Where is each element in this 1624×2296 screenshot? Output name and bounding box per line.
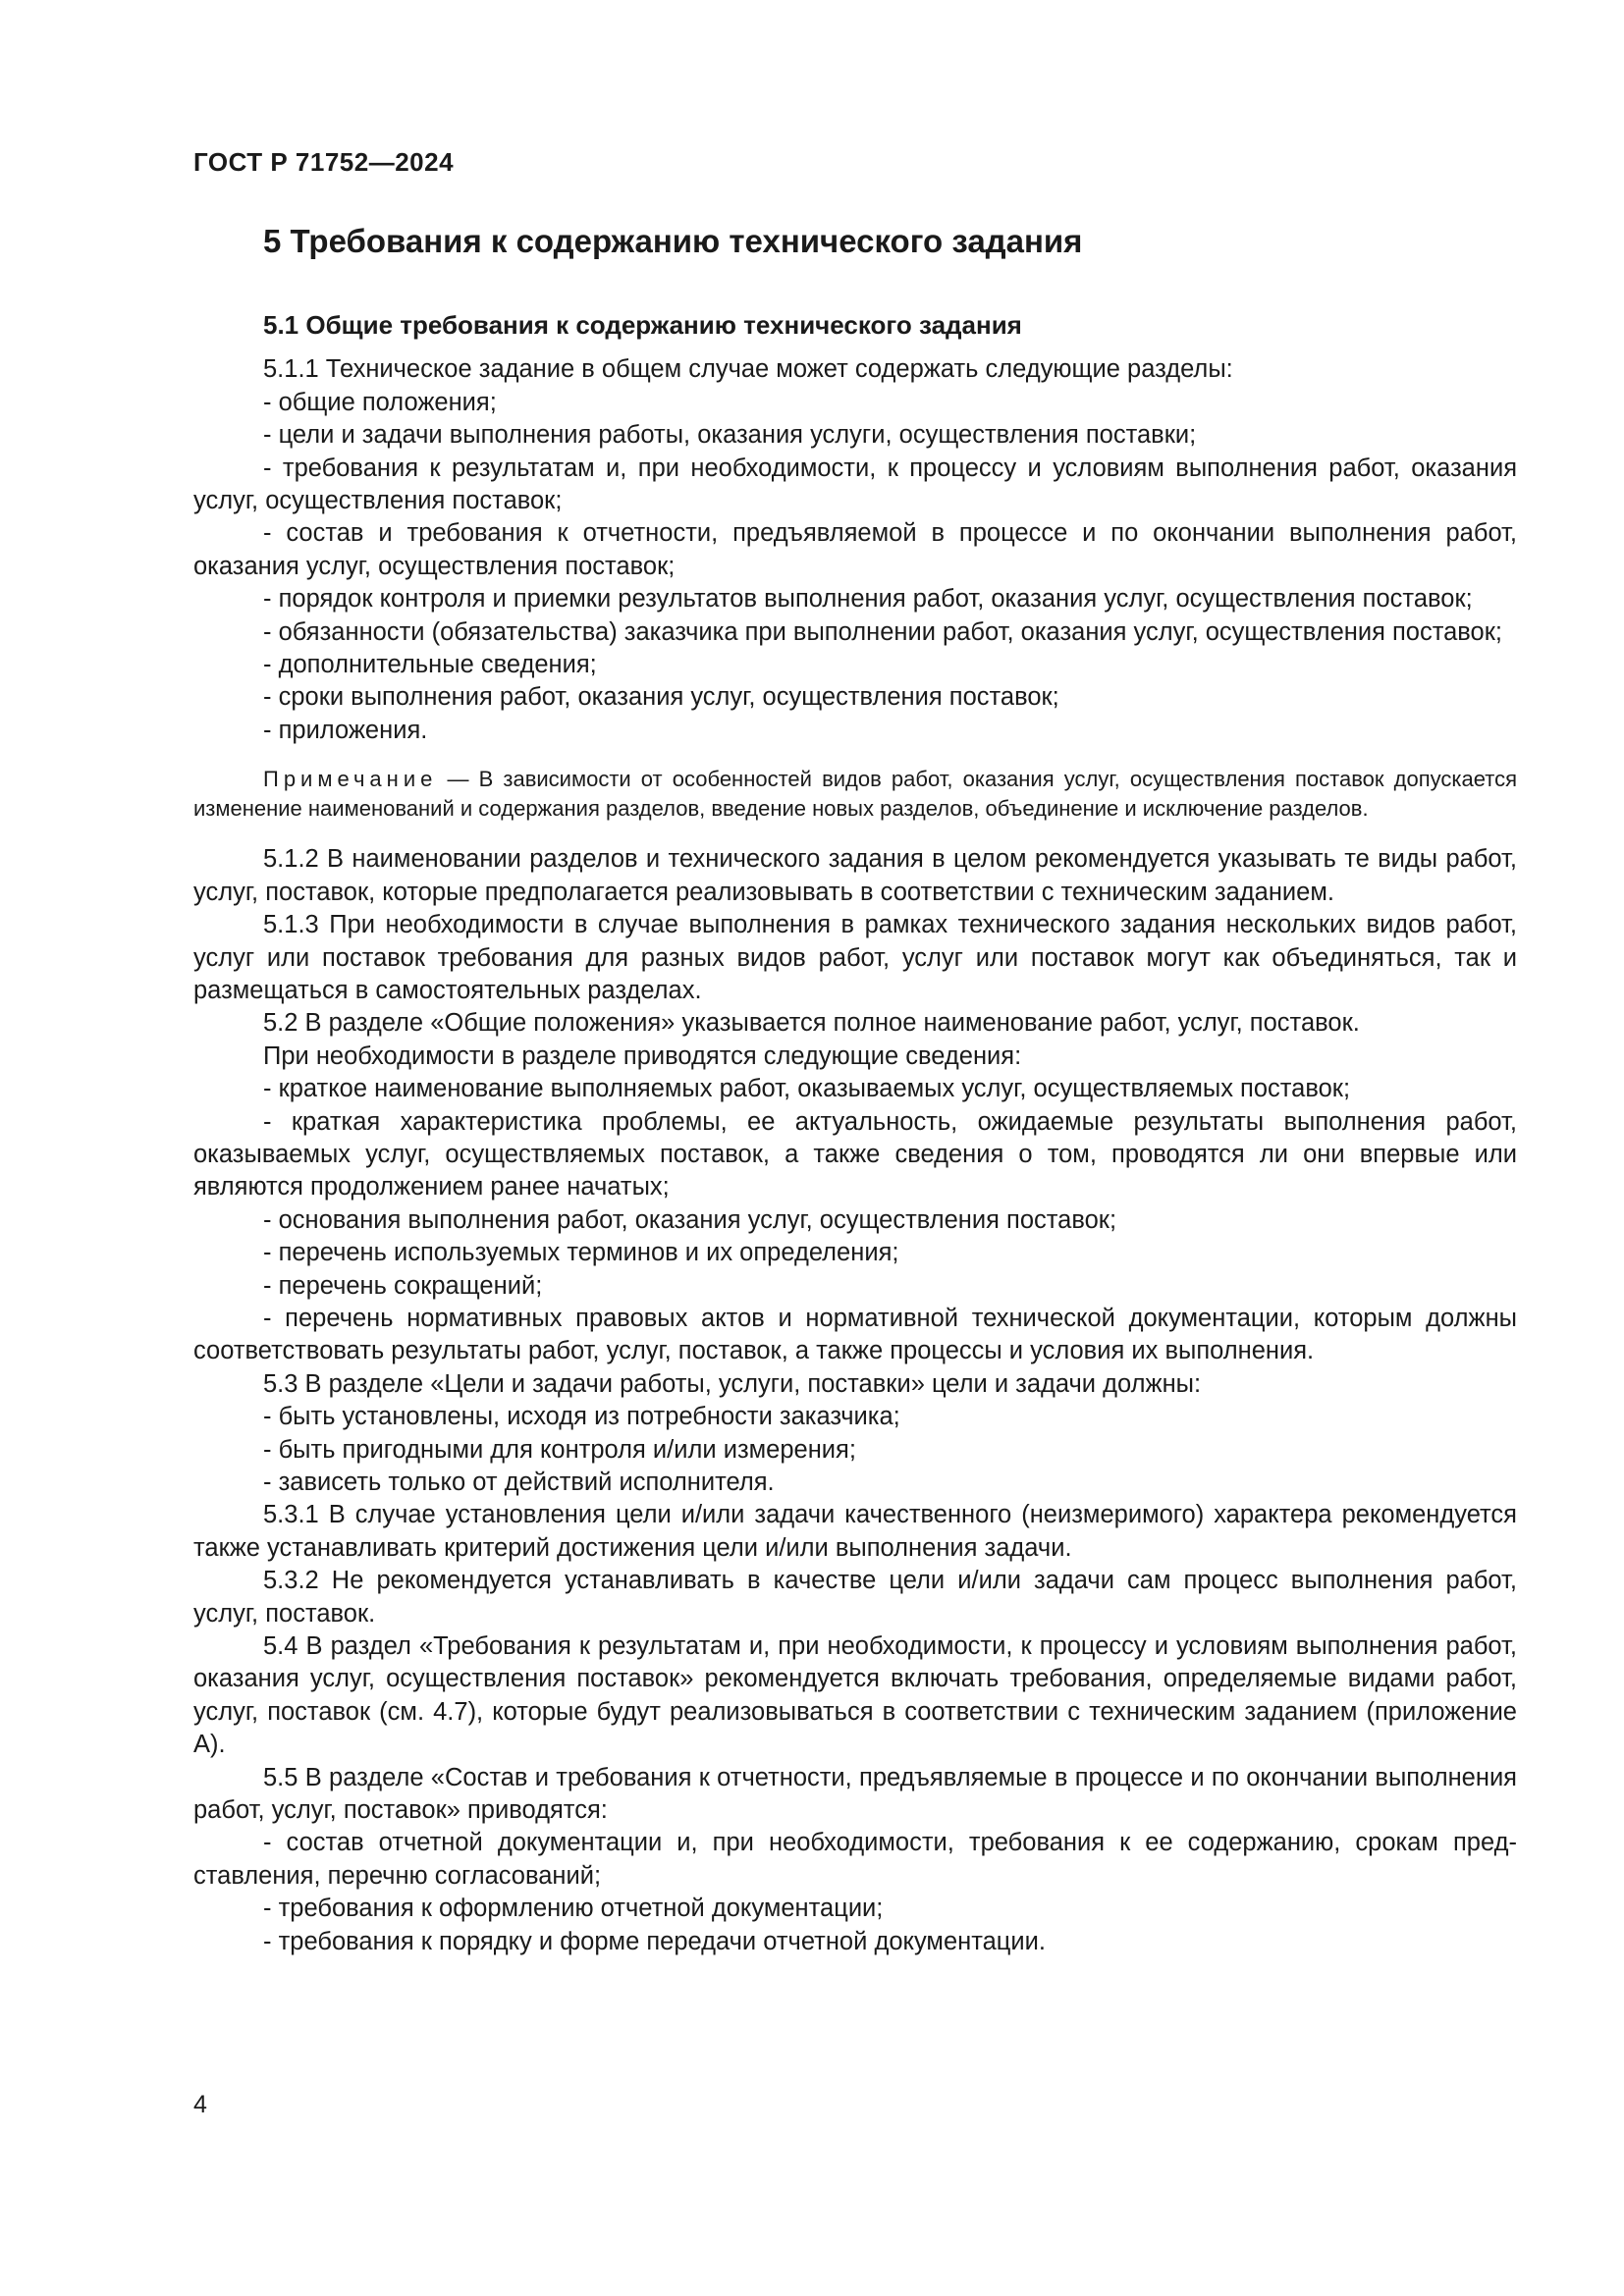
paragraph: - зависеть только от действий исполнителя. — [263, 1468, 775, 1496]
paragraph: - основания выполнения работ, оказания услуг, осуществления поставок; — [263, 1205, 1117, 1234]
paragraph: 5.2 В разделе «Общие положения» указывается полное наименование работ, услуг, поставок. — [263, 1009, 1360, 1038]
paragraph: - обязанности (обязательства) заказчика при выполнении работ, оказания услуг, осуществления поставок; — [263, 617, 1502, 646]
paragraph-group-b — [193, 843, 1517, 1958]
paragraph: - быть пригодными для контроля и/или измерения; — [263, 1435, 856, 1464]
paragraph: - состав отчетной документации и, при необходимости, требования к ее содержанию, срокам представления, перечню согласований; — [193, 1829, 1517, 1890]
paragraph: 5.5 В разделе «Состав и требования к отчетности, предъявляемые в процессе и по окончании выполнения работ, услуг, поставок» приводятся: — [193, 1763, 1517, 1825]
paragraph: - состав и требования к отчетности, предъявляемой в процессе и по окончании выполнения работ, оказания услуг, осуществления поставок; — [193, 519, 1517, 580]
paragraph: 5.3 В разделе «Цели и задачи работы, услуги, поставки» цели и задачи должны: — [263, 1369, 1202, 1398]
document-code: ГОСТ Р 71752—2024 — [193, 147, 455, 177]
paragraph-group-a — [193, 353, 1517, 747]
paragraph: При необходимости в разделе приводятся следующие сведения: — [263, 1041, 1022, 1070]
paragraph: - дополнительные сведения; — [263, 651, 597, 679]
paragraph: 5.4 В раздел «Требования к результатам и, при необходимости, к процессу и условиям выполнения работ, оказания услуг, осуществления поставок» рекомендуется включать требования, определяемые видами работ, услуг, поставок (см. 4.7), которые будут реализовываться в соответствии с техническим заданием (приложение А). — [193, 1632, 1517, 1759]
subsection-title: 5.1 Общие требования к содержанию технического задания — [263, 310, 1022, 340]
note-label: Примечание — [263, 767, 438, 792]
paragraph: - общие положения; — [263, 388, 497, 416]
paragraph: - приложения. — [263, 716, 428, 744]
page-number: 4 — [193, 2091, 207, 2118]
paragraph: - быть установлены, исходя из потребности заказчика; — [263, 1403, 900, 1431]
section-title: 5 Требования к содержанию технического задания — [263, 223, 1083, 259]
paragraph: - требования к порядку и форме передачи отчетной документации. — [263, 1927, 1046, 1955]
paragraph: - порядок контроля и приемки результатов выполнения работ, оказания услуг, осуществления поставок; — [263, 585, 1473, 614]
paragraph: - перечень сокращений; — [263, 1271, 543, 1300]
paragraph: - требования к результатам и, при необходимости, к процессу и условиям выполнения работ, оказания услуг, осуществления поставок; — [193, 454, 1517, 515]
paragraph: 5.3.1 В случае установления цели и/или задачи качественного (неизмеримого) характера рекомендуется также устанавливать критерий достижения цели и/или выполнения задачи. — [193, 1501, 1517, 1562]
note-text: — В зависимости от особенностей видов работ, оказания услуг, осуществления поставок допускается изменение наименований и содержания разделов, введение новых разделов, объединение и исключение разделов. — [193, 767, 1517, 822]
paragraph: - цели и задачи выполнения работы, оказания услуги, осуществления поставки; — [263, 421, 1197, 450]
paragraph: 5.1.3 При необходимости в случае выполнения в рамках технического задания нескольких видов работ, услуг или поставок требования для разных видов работ, услуг или поставок могут как объединяться, так и размещаться в самостоятельных разделах. — [193, 911, 1517, 1004]
paragraph: - сроки выполнения работ, оказания услуг, осуществления поставок; — [263, 683, 1059, 712]
note-paragraph — [193, 765, 1517, 824]
paragraph: - краткое наименование выполняемых работ, оказываемых услуг, осуществляемых поставок; — [263, 1075, 1351, 1103]
paragraph: - перечень используемых терминов и их определения; — [263, 1239, 899, 1267]
paragraph: - перечень нормативных правовых актов и нормативной технической документации, которым должны соответствовать результаты работ, услуг, поставок, а также процессы и условия их выполнения. — [193, 1304, 1517, 1365]
paragraph: - краткая характеристика проблемы, ее актуальность, ожидаемые результаты выполнения работ, оказываемых услуг, осуществляемых поставок, а также сведения о том, проводятся ли они впервые или являются продолжением ранее начатых; — [193, 1107, 1517, 1201]
document-body — [193, 309, 1517, 1958]
paragraph: 5.1.2 В наименовании разделов и технического задания в целом рекомендуется указывать те виды работ, услуг, поставок, которые предполагается реализовывать в соответствии с техническим заданием. — [193, 845, 1517, 906]
paragraph: 5.3.2 Не рекомендуется устанавливать в качестве цели и/или задачи сам процесс выполнения работ, услуг, поставок. — [193, 1567, 1517, 1628]
paragraph: 5.1.1 Техническое задание в общем случае может содержать следующие разделы: — [263, 355, 1233, 384]
paragraph: - требования к оформлению отчетной документации; — [263, 1895, 884, 1923]
